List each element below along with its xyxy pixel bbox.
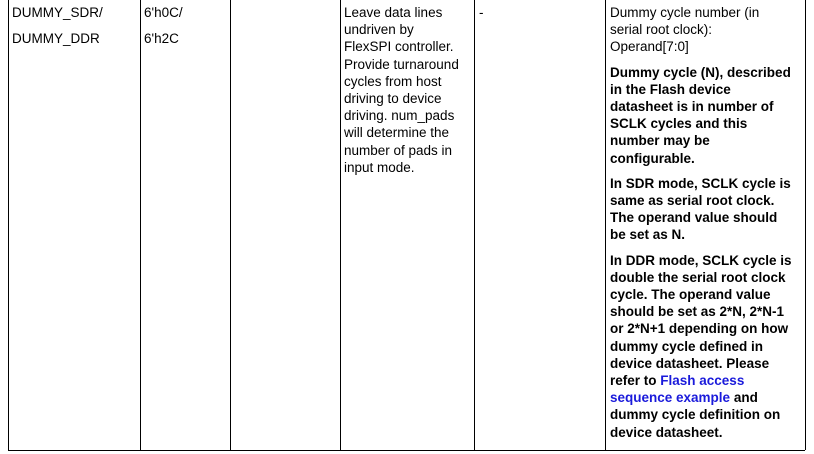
operand-line: configurable.: [610, 150, 695, 166]
flash-access-sequence-link[interactable]: Flash access: [660, 373, 745, 389]
operand-line: device datasheet.: [610, 424, 723, 440]
description-line: undriven by: [344, 22, 414, 38]
column-rule: [805, 0, 806, 450]
opcode-cell: [144, 4, 226, 47]
operand-line: serial root clock):: [610, 22, 713, 38]
operand-note-ddr: [610, 252, 804, 441]
description-line: Provide turnaround: [344, 56, 459, 72]
pads-cell: [479, 4, 599, 21]
description-line: Leave data lines: [344, 5, 443, 20]
row-bottom-rule: [8, 450, 805, 451]
instruction-name-cell: [12, 4, 138, 47]
operand-line: SCLK cycles and this: [610, 116, 748, 132]
operand-refer-line: [610, 372, 804, 389]
operand-line: In SDR mode, SCLK cycle is: [610, 175, 791, 191]
operand-intro: [610, 4, 804, 56]
description-line: will determine the: [344, 125, 450, 141]
operand-note-sdr: [610, 175, 804, 244]
instruction-name: DUMMY_SDR/: [12, 5, 103, 20]
refer-prefix: refer to: [610, 373, 661, 389]
description-line: input mode.: [344, 159, 415, 175]
opcode-value: 6'h0C/: [144, 5, 183, 20]
operand-line: same as serial root clock.: [610, 193, 775, 209]
operand-line: datasheet is in number of: [610, 99, 774, 115]
operand-line: should be set as 2*N, 2*N-1: [610, 304, 785, 320]
column-rule: [230, 0, 231, 450]
operand-line: be set as N.: [610, 227, 686, 243]
description-line: cycles from host: [344, 73, 442, 89]
operand-line: in the Flash device: [610, 81, 731, 97]
opcode-value: 6'h2C: [144, 31, 179, 47]
link-suffix: and: [730, 390, 758, 406]
column-rule: [140, 0, 141, 450]
operand-line: Dummy cycle number (in: [610, 5, 760, 20]
operand-note-dummy-cycle: [610, 64, 804, 167]
operand-line: dummy cycle definition on: [610, 407, 781, 423]
operand-line: cycle. The operand value: [610, 287, 771, 303]
description-line: driving to device: [344, 91, 442, 107]
operand-line: device datasheet. Please: [610, 355, 770, 371]
instruction-name: DUMMY_DDR: [12, 31, 100, 47]
operand-line: The operand value should: [610, 210, 778, 226]
operand-line: Operand[7:0]: [610, 39, 689, 55]
operand-link-line: [610, 389, 804, 406]
operand-line: or 2*N+1 depending on how: [610, 321, 789, 337]
operand-line: number may be: [610, 133, 710, 149]
operand-line: dummy cycle defined in: [610, 338, 764, 354]
operand-line: double the serial root clock: [610, 269, 786, 285]
description-line: number of pads in: [344, 142, 453, 158]
column-rule: [605, 0, 606, 450]
operand-line: In DDR mode, SCLK cycle is: [610, 252, 792, 268]
description-line: driving. num_pads: [344, 108, 455, 124]
operand-line: Dummy cycle (N), described: [610, 64, 791, 80]
column-rule: [8, 0, 9, 450]
flash-access-sequence-link[interactable]: sequence example: [610, 390, 731, 406]
description-line: FlexSPI controller.: [344, 39, 454, 55]
pads-value: -: [479, 5, 484, 20]
operand-cell: [610, 4, 804, 441]
column-rule: [474, 0, 475, 450]
description-cell: [344, 4, 474, 176]
column-rule: [340, 0, 341, 450]
